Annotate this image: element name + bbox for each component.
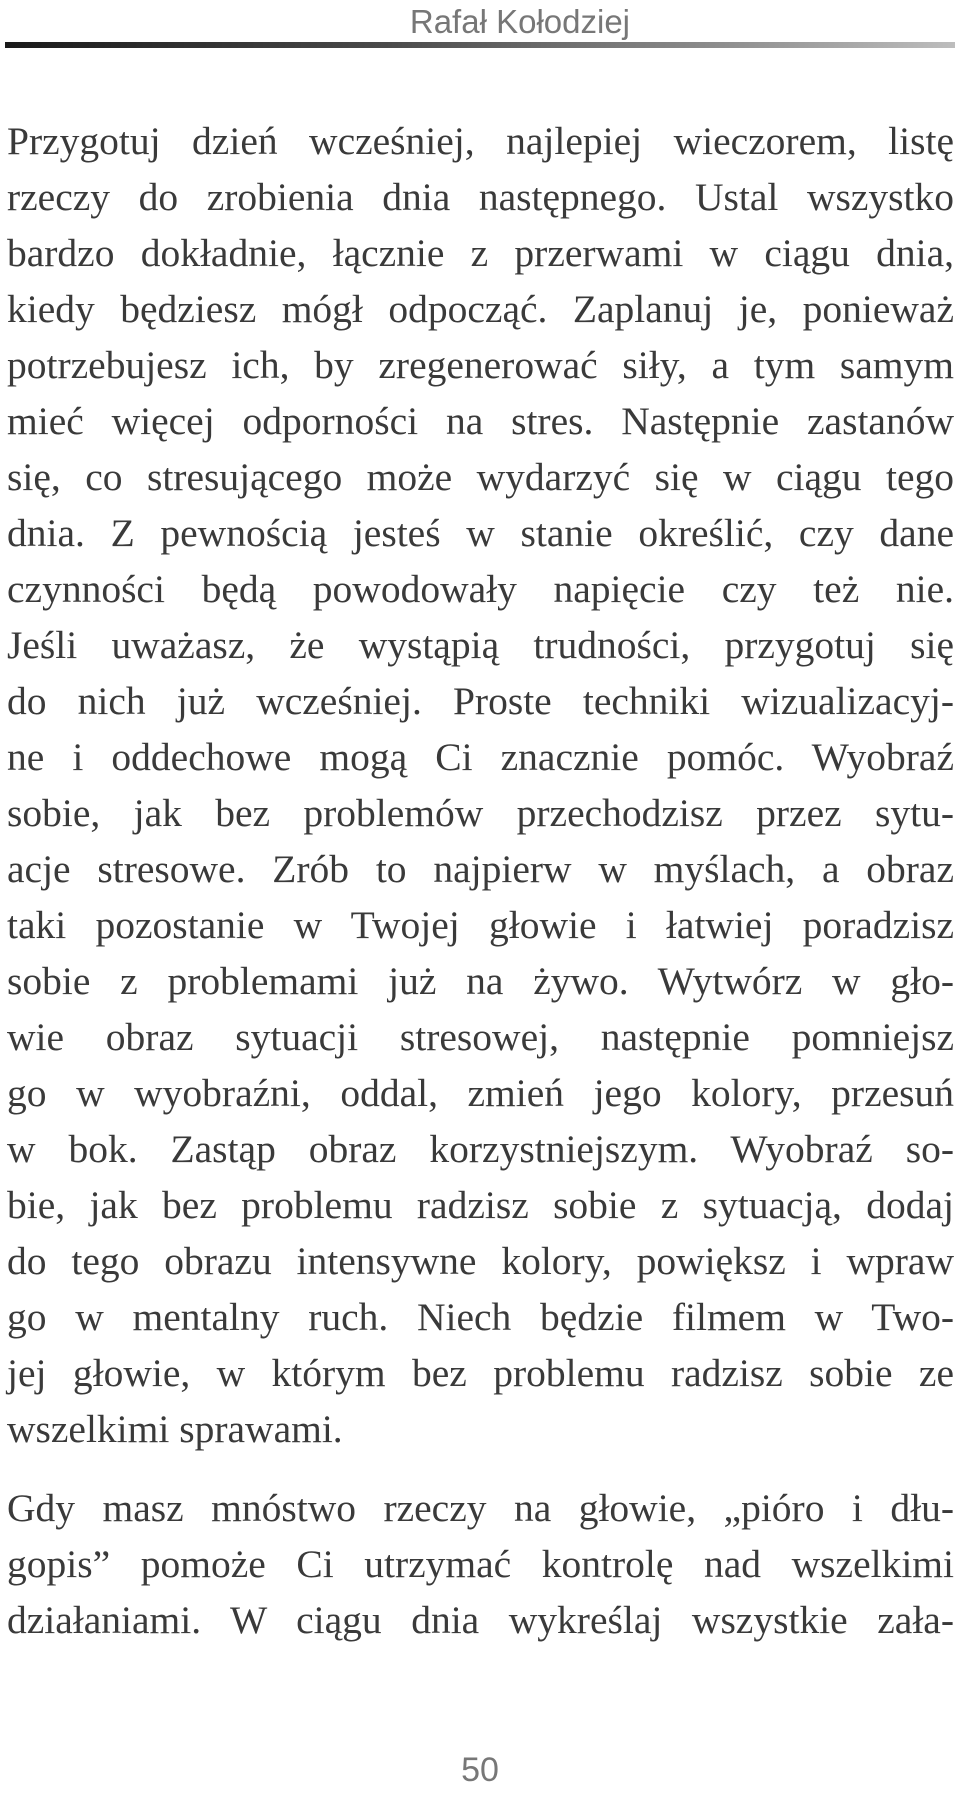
- text-line: działaniami. W ciągu dnia wykreślaj wszystkie zała-: [7, 1598, 954, 1642]
- text-line: wszelkimi sprawami.: [7, 1407, 343, 1451]
- text-line: sobie, jak bez problemów przechodzisz przez sytu-: [7, 791, 954, 835]
- text-line: taki pozostanie w Twojej głowie i łatwiej poradzisz: [7, 903, 954, 947]
- text-line: się, co stresującego może wydarzyć się w ciągu tego: [7, 455, 954, 499]
- paragraph: [7, 113, 954, 1457]
- text-line: Przygotuj dzień wcześniej, najlepiej wieczorem, listę: [7, 119, 954, 163]
- text-line: acje stresowe. Zrób to najpierw w myślach, a obraz: [7, 847, 954, 891]
- text-line: sobie z problemami już na żywo. Wytwórz w gło-: [7, 959, 954, 1003]
- text-line: do tego obrazu intensywne kolory, powiększ i wpraw: [7, 1239, 954, 1283]
- text-line: dnia. Z pewnością jesteś w stanie określić, czy dane: [7, 511, 954, 555]
- text-line: Gdy masz mnóstwo rzeczy na głowie, „pióro i dłu-: [7, 1486, 954, 1530]
- text-line: wie obraz sytuacji stresowej, następnie pomniejsz: [7, 1015, 954, 1059]
- text-line: kiedy będziesz mógł odpocząć. Zaplanuj je, ponieważ: [7, 287, 954, 331]
- paragraph: [7, 1480, 954, 1648]
- text-line: potrzebujesz ich, by zregenerować siły, a tym samym: [7, 343, 954, 387]
- text-line: Jeśli uważasz, że wystąpią trudności, przygotuj się: [7, 623, 954, 667]
- text-line: ne i oddechowe mogą Ci znacznie pomóc. Wyobraź: [7, 735, 954, 779]
- text-line: rzeczy do zrobienia dnia następnego. Ustal wszystko: [7, 175, 954, 219]
- text-line: w bok. Zastąp obraz korzystniejszym. Wyobraź so-: [7, 1127, 954, 1171]
- text-line: mieć więcej odporności na stres. Następnie zastanów: [7, 399, 954, 443]
- body-text: [7, 113, 954, 1648]
- text-line: go w wyobraźni, oddal, zmień jego kolory, przesuń: [7, 1071, 954, 1115]
- text-line: jej głowie, w którym bez problemu radzisz sobie ze: [7, 1351, 954, 1395]
- text-line: czynności będą powodowały napięcie czy też nie.: [7, 567, 954, 611]
- text-line: gopis” pomoże Ci utrzymać kontrolę nad wszelkimi: [7, 1542, 954, 1586]
- text-line: bie, jak bez problemu radzisz sobie z sytuacją, dodaj: [7, 1183, 954, 1227]
- text-line: do nich już wcześniej. Proste techniki wizualizacyj-: [7, 679, 954, 723]
- text-line: bardzo dokładnie, łącznie z przerwami w ciągu dnia,: [7, 231, 954, 275]
- text-line: go w mentalny ruch. Niech będzie filmem w Two-: [7, 1295, 954, 1339]
- header-rule: [5, 42, 955, 48]
- page-number: 50: [461, 1751, 499, 1789]
- running-head-author: Rafał Kołodziej: [409, 3, 630, 40]
